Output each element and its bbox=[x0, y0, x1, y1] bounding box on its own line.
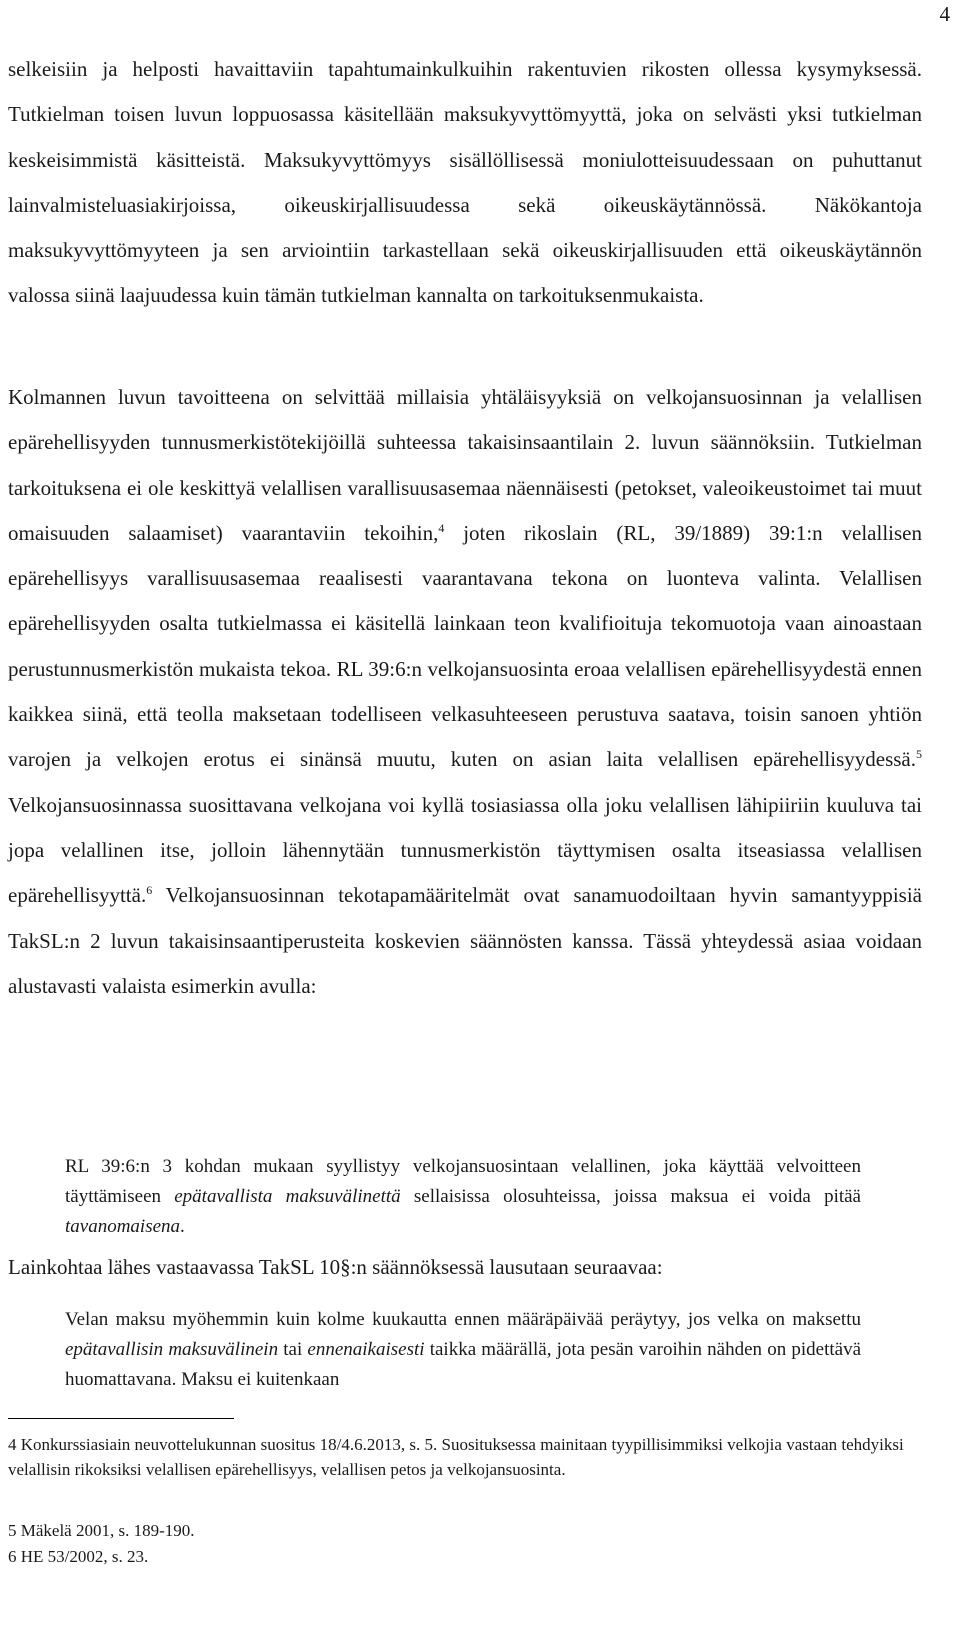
quote-text: . bbox=[180, 1216, 185, 1237]
footnote-ref-5[interactable]: 5 bbox=[916, 747, 922, 762]
quote-text: Velan maksu myöhemmin kuin kolme kuukautta ennen määräpäivää peräytyy, jos velka on maksettu bbox=[65, 1309, 861, 1330]
page-number: 4 bbox=[939, 2, 950, 26]
footnote-ref-4[interactable]: 4 bbox=[438, 520, 445, 535]
quote-text: tai bbox=[278, 1339, 308, 1360]
footnote-4: 4 Konkurssiasiain neuvottelukunnan suositus 18/4.6.2013, s. 5. Suosituksessa mainitaan tyypillisimmiksi velkojia vastaan tehdyiksi velallisin rikoksiksi velallisen epärehellisyys, velallisen petos ja velkojansuosinta. bbox=[8, 1435, 904, 1479]
quote-emphasis: epätavallisin maksuvälinein bbox=[65, 1339, 279, 1360]
quote-emphasis: ennenaikaisesti bbox=[307, 1339, 425, 1360]
footnote-divider bbox=[8, 1418, 234, 1419]
block-quote-taksl bbox=[65, 1305, 861, 1395]
footnote-ref-6[interactable]: 6 bbox=[146, 883, 153, 898]
paragraph-taksl-intro: Lainkohtaa lähes vastaavassa TakSL 10§:n säännöksessä lausutaan seuraavaa: bbox=[8, 1255, 663, 1279]
quote-text: RL 39:6:n 3 kohdan mukaan syyllistyy velkojansuosintaan velallinen, joka käyttää velvoitteen täyttämiseen bbox=[65, 1156, 861, 1207]
footnote-5: 5 Mäkelä 2001, s. 189-190. bbox=[8, 1521, 195, 1540]
paragraph-text: Velkojansuosinnan tekotapamääritelmät ovat sanamuodoiltaan hyvin samantyyppisiä TakSL:n 2 luvun takaisinsaantiperusteita koskevien säännösten kanssa. Tässä yhteydessä asiaa voidaan alustavasti valaista esimerkin avulla: bbox=[8, 883, 922, 998]
quote-text: sellaisissa olosuhteissa, joissa maksua ei voida pitää bbox=[400, 1186, 861, 1207]
paragraph-intro: selkeisiin ja helposti havaittaviin tapahtumainkulkuihin rakentuvien rikosten ollessa kysymyksessä. Tutkielman toisen luvun loppuosassa käsitellään maksukyvyttömyyttä, joka on selvästi yksi tutkielman keskeisimmistä käsitteistä. Maksukyvyttömyys sisällöllisessä moniulotteisuudessaan on puhuttanut lainvalmisteluasiakirjoissa, oikeuskirjallisuudessa sekä oikeuskäytännössä. Näkökantoja maksukyvyttömyyteen ja sen arviointiin tarkastellaan sekä oikeuskirjallisuuden että oikeuskäytännön valossa siinä laajuudessa kuin tämän tutkielman kannalta on tarkoituksenmukaista. bbox=[8, 57, 922, 308]
paragraph-text: joten rikoslain (RL, 39/1889) 39:1:n velallisen epärehellisyys varallisuusasemaa reaalisesti vaarantavana tekona on luonteva valinta. Velallisen epärehellisyyden osalta tutkielmassa ei käsitellä lainkaan teon kvalifioituja tekomuotoja vaan ainoastaan perustunnusmerkistön mukaista tekoa. RL 39:6:n velkojansuosinta eroaa velallisen epärehellisyydestä ennen kaikkea siinä, että teolla maksetaan todelliseen velkasuhteeseen perustuva saatava, toisin sanoen yhtiön varojen ja velkojen erotus ei sinänsä muutu, kuten on asian laita velallisen epärehellisyydessä. bbox=[8, 520, 923, 772]
paragraph-text: Velkojansuosinnassa suosittavana velkojana voi kyllä tosiasiassa olla joku velallisen lähipiiriin kuuluva tai jopa velallinen itse, jolloin lähennytään tunnusmerkistön täyttymisen osalta itseasiassa velallisen epärehellisyyttä. bbox=[8, 792, 922, 908]
quote-text: taikka määrällä, jota pesän varoihin nähden on pidettävä huomattavana. Maksu ei kuitenkaan bbox=[65, 1339, 862, 1390]
quote-emphasis: epätavallista maksuvälinettä bbox=[174, 1186, 401, 1207]
footnote-6: 6 HE 53/2002, s. 23. bbox=[8, 1547, 149, 1566]
paragraph-third-chapter bbox=[8, 375, 922, 1009]
block-quote-rl bbox=[65, 1152, 861, 1242]
quote-emphasis: tavanomaisena bbox=[65, 1216, 181, 1237]
paragraph-text: Kolmannen luvun tavoitteena on selvittää millaisia yhtäläisyyksiä on velkojansuosinnan ja velallisen epärehellisyyden tunnusmerkistötekijöillä suhteessa takaisinsaantilain 2. luvun säännöksiin. Tutkielman tarkoituksena ei ole keskittyä velallisen varallisuusasemaa näennäisesti (petokset, valeoikeustoimet tai muut omaisuuden salaamiset) vaarantaviin tekoihin, bbox=[8, 385, 922, 545]
